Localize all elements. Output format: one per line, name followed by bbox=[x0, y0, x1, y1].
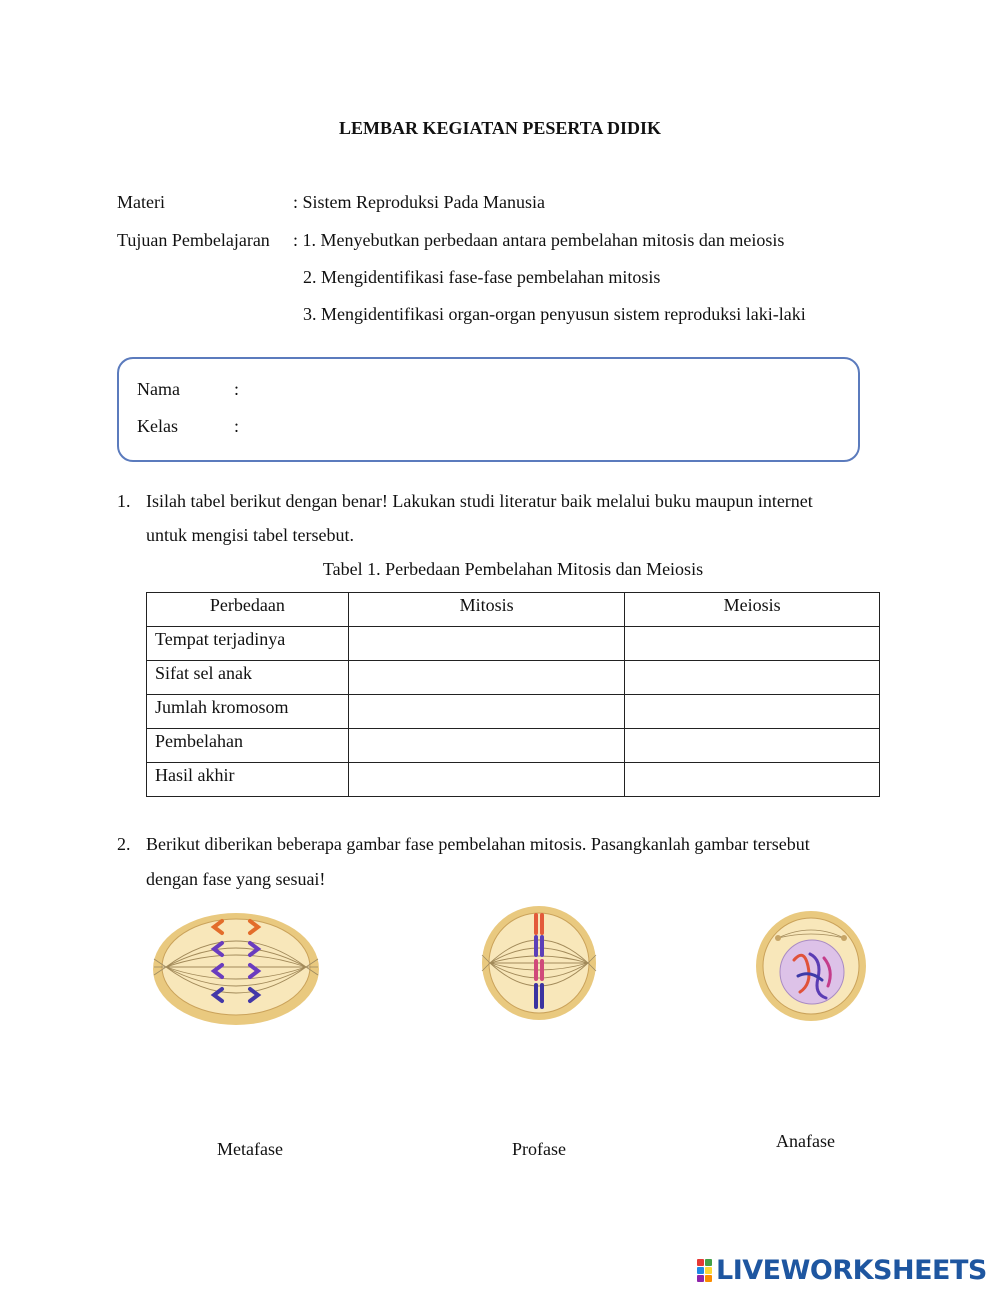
mitosis-answer-cell[interactable] bbox=[348, 763, 625, 797]
liveworksheets-brand bbox=[697, 1255, 987, 1285]
meiosis-answer-cell[interactable] bbox=[625, 627, 880, 661]
q2-number: 2. bbox=[117, 834, 131, 854]
row-label: Sifat sel anak bbox=[147, 661, 349, 695]
table-caption: Tabel 1. Perbedaan Pembelahan Mitosis dan Meiosis bbox=[322, 559, 704, 579]
row-label: Tempat terjadinya bbox=[147, 627, 349, 661]
mitosis-answer-cell[interactable] bbox=[348, 627, 625, 661]
row-label: Hasil akhir bbox=[147, 763, 349, 797]
tujuan-item-2: 2. Mengidentifikasi fase-fase pembelahan mitosis bbox=[303, 267, 661, 287]
tujuan-item-1: : 1. Menyebutkan perbedaan antara pembelahan mitosis dan meiosis bbox=[293, 230, 785, 250]
header-meiosis: Meiosis bbox=[625, 593, 880, 627]
table-row bbox=[147, 729, 880, 763]
kelas-colon: : bbox=[234, 416, 240, 436]
label-metafase[interactable]: Metafase bbox=[217, 1139, 283, 1159]
q1-number: 1. bbox=[117, 491, 131, 511]
meiosis-answer-cell[interactable] bbox=[625, 763, 880, 797]
kelas-label: Kelas bbox=[137, 416, 178, 436]
mitosis-answer-cell[interactable] bbox=[348, 661, 625, 695]
nama-input[interactable] bbox=[250, 376, 840, 404]
label-anafase[interactable]: Anafase bbox=[776, 1131, 835, 1151]
header-mitosis: Mitosis bbox=[348, 593, 625, 627]
table-row bbox=[147, 695, 880, 729]
q2-line-2: dengan fase yang sesuai! bbox=[146, 869, 326, 889]
cell-image-2 bbox=[478, 903, 601, 1023]
liveworksheets-wordmark: LIVEWORKSHEETS bbox=[716, 1254, 987, 1286]
q1-line-2: untuk mengisi tabel tersebut. bbox=[146, 525, 354, 545]
q1-line-1: Isilah tabel berikut dengan benar! Lakukan studi literatur baik melalui buku maupun internet bbox=[146, 491, 813, 511]
nama-colon: : bbox=[234, 379, 240, 399]
row-label: Jumlah kromosom bbox=[147, 695, 349, 729]
table-header-row bbox=[147, 593, 880, 627]
materi-label: Materi bbox=[117, 192, 165, 212]
table-row bbox=[147, 627, 880, 661]
nama-label: Nama bbox=[137, 379, 180, 399]
table-row bbox=[147, 763, 880, 797]
materi-value: : Sistem Reproduksi Pada Manusia bbox=[293, 192, 545, 212]
q2-line-1: Berikut diberikan beberapa gambar fase pembelahan mitosis. Pasangkanlah gambar tersebut bbox=[146, 834, 810, 854]
tujuan-item-3: 3. Mengidentifikasi organ-organ penyusun sistem reproduksi laki-laki bbox=[303, 304, 806, 324]
cell-image-1 bbox=[148, 905, 323, 1030]
kelas-input[interactable] bbox=[250, 413, 840, 441]
meiosis-answer-cell[interactable] bbox=[625, 661, 880, 695]
comparison-table bbox=[146, 592, 880, 797]
liveworksheets-logo-icon bbox=[697, 1259, 712, 1282]
page-title: LEMBAR KEGIATAN PESERTA DIDIK bbox=[339, 118, 661, 138]
label-profase[interactable]: Profase bbox=[512, 1139, 566, 1159]
mitosis-answer-cell[interactable] bbox=[348, 695, 625, 729]
identity-box bbox=[117, 357, 860, 462]
meiosis-answer-cell[interactable] bbox=[625, 729, 880, 763]
mitosis-answer-cell[interactable] bbox=[348, 729, 625, 763]
meiosis-answer-cell[interactable] bbox=[625, 695, 880, 729]
cell-image-3 bbox=[752, 908, 870, 1023]
table-row bbox=[147, 661, 880, 695]
row-label: Pembelahan bbox=[147, 729, 349, 763]
header-perbedaan: Perbedaan bbox=[147, 593, 349, 627]
tujuan-label: Tujuan Pembelajaran bbox=[117, 230, 270, 250]
